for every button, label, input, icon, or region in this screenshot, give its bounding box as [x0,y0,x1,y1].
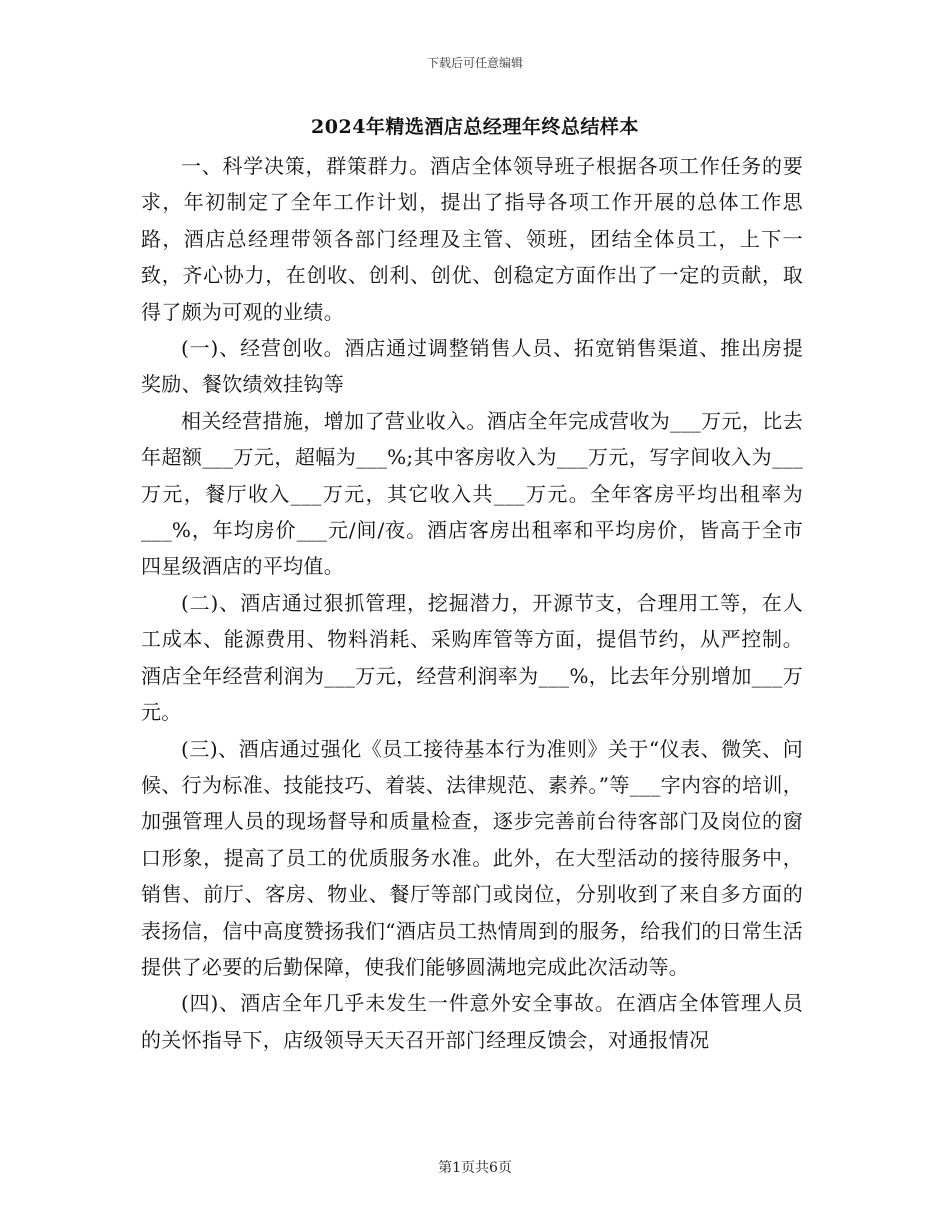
paragraph-3: 相关经营措施，增加了营业收入。酒店全年完成营收为___万元，比去年超额___万元，超幅为___%;其中客房收入为___万元，写字间收入为___万元，餐厅收入___万元，其它收入共___万元。全年客房平均出租率为___%，年均房价___元/间/夜。酒店客房出租率和平均房价，皆高于全市四星级酒店的平均值。 [141,408,803,579]
header-note: 下载后可任意编辑 [426,56,523,70]
document-title: 2024年精选酒店总经理年终总结样本 [311,116,639,138]
paragraph-2: (一)、经营创收。酒店通过调整销售人员、拓宽销售渠道、推出房提奖励、餐饮绩效挂钩等 [141,336,803,397]
paragraph-1: 一、科学决策，群策群力。酒店全体领导班子根据各项工作任务的要求，年初制定了全年工作计划，提出了指导各项工作开展的总体工作思路，酒店总经理带领各部门经理及主管、领班，团结全体员工，上下一致，齐心协力，在创收、创利、创优、创稳定方面作出了一定的贡献，取得了颇为可观的业绩。 [141,154,803,324]
paragraph-4: (二)、酒店通过狠抓管理，挖掘潜力，开源节支，合理用工等，在人工成本、能源费用、物料消耗、采购库管等方面，提倡节约，从严控制。酒店全年经营利润为___万元，经营利润率为___%，比去年分别增加___万元。 [141,590,803,725]
paragraph-5: (三)、酒店通过强化《员工接待基本行为准则》关于“仪表、微笑、问候、行为标准、技能技巧、着装、法律规范、素养。”等___字内容的培训，加强管理人员的现场督导和质量检查，逐步完善前台待客部门及岗位的窗口形象，提高了员工的优质服务水准。此外，在大型活动的接待服务中，销售、前厅、客房、物业、餐厅等部门或岗位，分别收到了来自多方面的表扬信，信中高度赞扬我们“酒店员工热情周到的服务，给我们的日常生活提供了必要的后勤保障，使我们能够圆满地完成此次活动等。 [141,736,803,979]
paragraph-6: (四)、酒店全年几乎未发生一件意外安全事故。在酒店全体管理人员的关怀指导下，店级领导天天召开部门经理反馈会，对通报情况 [141,991,803,1052]
page-number: 第1页共6页 [438,1160,512,1176]
document-body [141,148,803,1058]
